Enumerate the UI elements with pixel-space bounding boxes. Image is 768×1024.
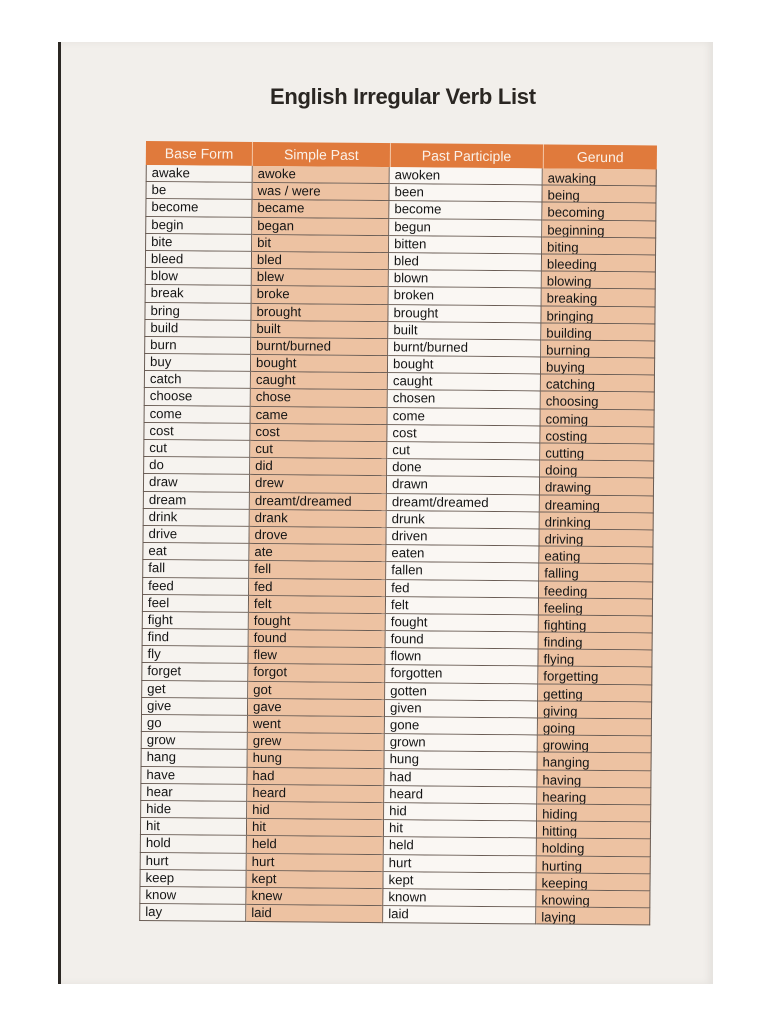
simple-past-cell: ate [249, 544, 386, 562]
simple-past-cell: caught [251, 372, 388, 390]
base-form-cell: hold [140, 835, 247, 853]
simple-past-cell: drew [250, 475, 387, 493]
gerund-cell: knowing [536, 890, 650, 908]
simple-past-cell: gave [248, 699, 385, 717]
base-form-cell: give [141, 698, 248, 716]
past-participle-cell: hung [385, 751, 538, 770]
simple-past-cell: drove [249, 527, 386, 545]
past-participle-cell: broken [389, 287, 542, 306]
base-form-cell: hear [140, 784, 247, 802]
gerund-cell: forgetting [538, 667, 652, 685]
past-participle-cell: known [383, 889, 536, 908]
gerund-cell: flying [538, 650, 652, 668]
base-form-cell: grow [141, 732, 248, 750]
past-participle-cell: driven [386, 528, 539, 547]
past-participle-cell: built [388, 322, 541, 341]
simple-past-cell: held [247, 836, 384, 854]
past-participle-cell: bitten [389, 236, 542, 255]
base-form-cell: burn [144, 337, 251, 355]
simple-past-cell: became [252, 200, 389, 218]
gerund-cell: blowing [542, 272, 656, 290]
past-participle-cell: drunk [387, 511, 540, 530]
base-form-cell: feed [142, 577, 249, 595]
header-past-participle: Past Participle [390, 143, 543, 168]
simple-past-cell: got [248, 682, 385, 700]
base-form-cell: hurt [140, 852, 247, 870]
past-participle-cell: begun [389, 219, 542, 238]
base-form-cell: forget [141, 663, 248, 681]
base-form-cell: choose [144, 388, 251, 406]
past-participle-cell: cost [387, 425, 540, 444]
simple-past-cell: blew [252, 269, 389, 287]
gerund-cell: finding [539, 633, 653, 651]
gerund-cell: hitting [537, 822, 651, 840]
header-base-form: Base Form [146, 141, 254, 166]
base-form-cell: drink [143, 509, 250, 527]
simple-past-cell: broke [252, 286, 389, 304]
simple-past-cell: cost [250, 424, 387, 442]
gerund-cell: being [542, 186, 656, 204]
gerund-cell: choosing [541, 392, 655, 410]
gerund-cell: costing [540, 426, 654, 444]
page-title: English Irregular Verb List [270, 84, 536, 109]
table-body [139, 165, 657, 926]
base-form-cell: cut [143, 440, 250, 458]
base-form-cell: know [139, 887, 246, 905]
base-form-cell: drive [142, 526, 249, 544]
base-form-cell: awake [146, 165, 253, 183]
gerund-cell: growing [538, 736, 652, 754]
simple-past-cell: dreamt/dreamed [250, 492, 387, 510]
past-participle-cell: caught [388, 373, 541, 392]
gerund-cell: hurting [537, 856, 651, 874]
gerund-cell: hanging [538, 753, 652, 771]
simple-past-cell: kept [246, 871, 383, 889]
simple-past-cell: did [250, 458, 387, 476]
gerund-cell: going [538, 718, 652, 736]
gerund-cell: cutting [540, 443, 654, 461]
gerund-cell: dreaming [540, 495, 654, 513]
base-form-cell: buy [144, 354, 251, 372]
past-participle-cell: kept [383, 872, 536, 891]
past-participle-cell: gotten [385, 683, 538, 702]
gerund-cell: catching [541, 375, 655, 393]
simple-past-cell: came [251, 407, 388, 425]
past-participle-cell: hurt [384, 855, 537, 874]
past-participle-cell: awoken [390, 167, 543, 186]
simple-past-cell: bled [252, 252, 389, 270]
base-form-cell: go [141, 715, 248, 733]
simple-past-cell: went [248, 716, 385, 734]
base-form-cell: come [144, 406, 251, 424]
gerund-cell: building [541, 323, 655, 341]
base-form-cell: become [145, 199, 252, 217]
simple-past-cell: laid [246, 905, 383, 923]
simple-past-cell: felt [249, 596, 386, 614]
simple-past-cell: awoke [253, 166, 390, 184]
base-form-cell: feel [142, 595, 249, 613]
simple-past-cell: bought [251, 355, 388, 373]
simple-past-cell: hung [248, 750, 385, 768]
base-form-cell: bleed [145, 251, 252, 269]
verb-table [139, 141, 657, 926]
simple-past-cell: fell [249, 561, 386, 579]
past-participle-cell: fed [386, 580, 539, 599]
past-participle-cell: flown [385, 648, 538, 667]
base-form-cell: fly [141, 646, 248, 664]
simple-past-cell: flew [248, 647, 385, 665]
gerund-cell: coming [541, 409, 655, 427]
past-participle-cell: held [384, 837, 537, 856]
simple-past-cell: fed [249, 578, 386, 596]
gerund-cell: falling [539, 564, 653, 582]
base-form-cell: hit [140, 818, 247, 836]
gerund-cell: doing [540, 461, 654, 479]
gerund-cell: burning [541, 340, 655, 358]
simple-past-cell: forgot [248, 664, 385, 682]
past-participle-cell: bought [388, 356, 541, 375]
simple-past-cell: heard [247, 785, 384, 803]
past-participle-cell: hid [384, 803, 537, 822]
past-participle-cell: gone [385, 717, 538, 736]
past-participle-cell: bled [389, 253, 542, 272]
base-form-cell: lay [139, 904, 246, 922]
gerund-cell: bringing [541, 306, 655, 324]
base-form-cell: get [141, 681, 248, 699]
simple-past-cell: drank [250, 510, 387, 528]
past-participle-cell: blown [389, 270, 542, 289]
past-participle-cell: laid [383, 906, 536, 925]
base-form-cell: draw [143, 474, 250, 492]
gerund-cell: laying [536, 907, 650, 925]
past-participle-cell: grown [385, 734, 538, 753]
past-participle-cell: given [385, 700, 538, 719]
base-form-cell: build [144, 320, 251, 338]
base-form-cell: bite [145, 234, 252, 252]
gerund-cell: awaking [543, 168, 657, 186]
simple-past-cell: built [251, 321, 388, 339]
gerund-cell: beginning [542, 220, 656, 238]
simple-past-cell: was / were [252, 183, 389, 201]
simple-past-cell: fought [249, 613, 386, 631]
gerund-cell: feeling [539, 598, 653, 616]
base-form-cell: hide [140, 801, 247, 819]
base-form-cell: dream [143, 492, 250, 510]
gerund-cell: eating [539, 547, 653, 565]
base-form-cell: do [143, 457, 250, 475]
simple-past-cell: chose [251, 389, 388, 407]
gerund-cell: fighting [539, 615, 653, 633]
gerund-cell: bleeding [542, 254, 656, 272]
past-participle-cell: had [384, 769, 537, 788]
gerund-cell: holding [537, 839, 651, 857]
header-simple-past: Simple Past [253, 142, 390, 167]
past-participle-cell: become [389, 202, 542, 221]
gerund-cell: hiding [537, 804, 651, 822]
simple-past-cell: hurt [247, 853, 384, 871]
base-form-cell: hang [141, 749, 248, 767]
base-form-cell: fight [142, 612, 249, 630]
simple-past-cell: grew [248, 733, 385, 751]
base-form-cell: blow [145, 268, 252, 286]
gerund-cell: keeping [536, 873, 650, 891]
base-form-cell: have [140, 767, 247, 785]
past-participle-cell: drawn [387, 476, 540, 495]
past-participle-cell: cut [387, 442, 540, 461]
base-form-cell: cost [143, 423, 250, 441]
gerund-cell: biting [542, 237, 656, 255]
simple-past-cell: brought [251, 303, 388, 321]
simple-past-cell: bit [252, 235, 389, 253]
base-form-cell: eat [142, 543, 249, 561]
header-gerund: Gerund [576, 148, 624, 166]
simple-past-cell: had [247, 767, 384, 785]
past-participle-cell: been [389, 184, 542, 203]
gerund-cell: breaking [542, 289, 656, 307]
simple-past-cell: knew [246, 888, 383, 906]
base-form-cell: catch [144, 371, 251, 389]
past-participle-cell: fallen [386, 562, 539, 581]
base-form-cell: begin [145, 217, 252, 235]
simple-past-cell: hit [247, 819, 384, 837]
past-participle-cell: found [386, 631, 539, 650]
past-participle-cell: hit [384, 820, 537, 839]
past-participle-cell: fought [386, 614, 539, 633]
base-form-cell: fall [142, 560, 249, 578]
past-participle-cell: brought [388, 305, 541, 324]
base-form-cell: keep [139, 870, 246, 888]
past-participle-cell: felt [386, 597, 539, 616]
simple-past-cell: began [252, 217, 389, 235]
simple-past-cell: found [249, 630, 386, 648]
past-participle-cell: forgotten [385, 666, 538, 685]
past-participle-cell: burnt/burned [388, 339, 541, 358]
gerund-cell: hearing [537, 787, 651, 805]
past-participle-cell: done [387, 459, 540, 478]
gerund-cell: getting [538, 684, 652, 702]
gerund-cell: having [537, 770, 651, 788]
past-participle-cell: chosen [388, 391, 541, 410]
gerund-cell: buying [541, 358, 655, 376]
past-participle-cell: heard [384, 786, 537, 805]
gerund-cell: becoming [542, 203, 656, 221]
gerund-cell: driving [539, 529, 653, 547]
past-participle-cell: come [388, 408, 541, 427]
base-form-cell: bring [144, 302, 251, 320]
simple-past-cell: cut [250, 441, 387, 459]
gerund-cell: feeding [539, 581, 653, 599]
past-participle-cell: eaten [386, 545, 539, 564]
simple-past-cell: hid [247, 802, 384, 820]
past-participle-cell: dreamt/dreamed [387, 494, 540, 513]
gerund-cell: drawing [540, 478, 654, 496]
gerund-cell: drinking [540, 512, 654, 530]
base-form-cell: break [145, 285, 252, 303]
gerund-cell: giving [538, 701, 652, 719]
simple-past-cell: burnt/burned [251, 338, 388, 356]
base-form-cell: find [142, 629, 249, 647]
base-form-cell: be [145, 182, 252, 200]
